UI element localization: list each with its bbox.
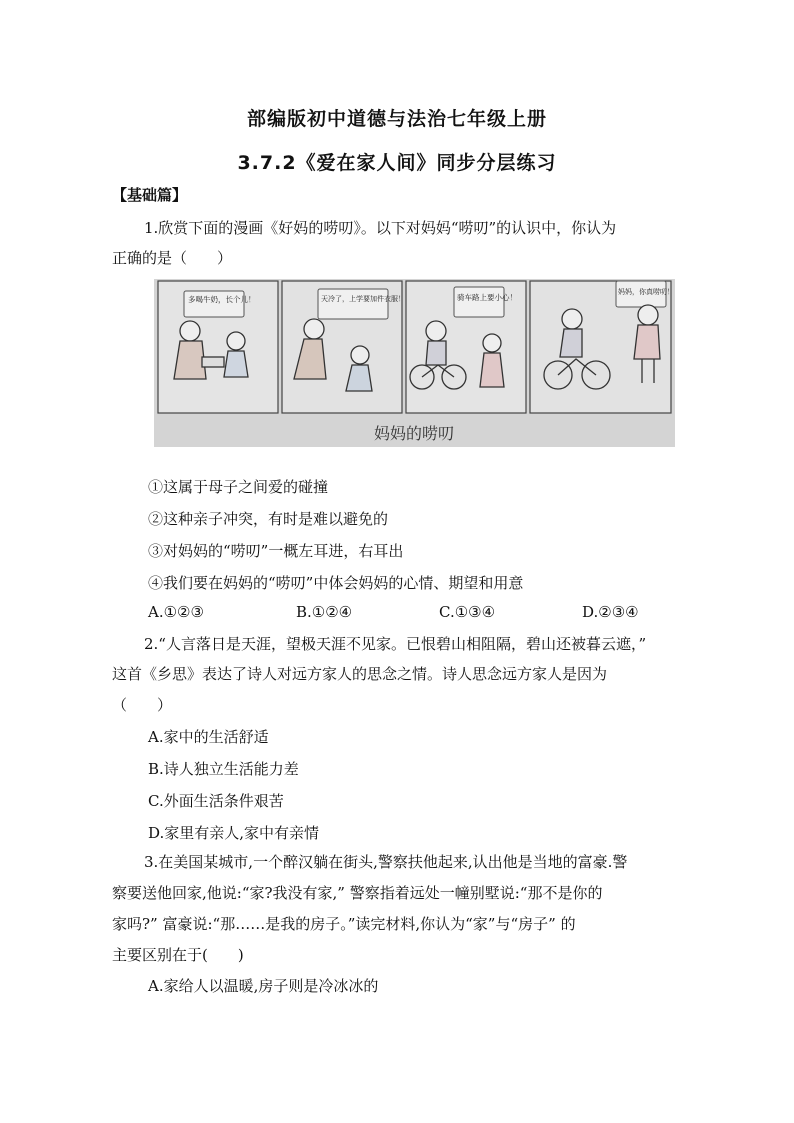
q2-stem-line2: 这首《乡思》表达了诗人对远方家人的思念之情。诗人思念远方家人是因为 (112, 665, 608, 683)
q2-stem-line3: （ ） (112, 696, 173, 714)
q1-statement-2: ②这种亲子冲突，有时是难以避免的 (148, 510, 389, 528)
q1-choice-c[interactable]: C.①③④ (439, 603, 496, 621)
section-label: 【基础篇】 (112, 186, 188, 204)
q1-statement-1: ①这属于母子之间爱的碰撞 (148, 478, 329, 496)
q3-stem-line3: 家吗?” 富豪说:“那……是我的房子。”读完材料,你认为“家”与“房子” 的 (112, 915, 576, 933)
q1-choice-d[interactable]: D.②③④ (582, 603, 639, 621)
q1-choice-b[interactable]: B.①②④ (296, 603, 353, 621)
q3-stem-line2: 察要送他回家,他说:“家?我没有家,” 警察指着远处一幢别墅说:“那不是你的 (112, 884, 603, 902)
q2-option-c[interactable]: C.外面生活条件艰苦 (148, 792, 284, 810)
bubble-text-1: 多喝牛奶，长个儿！ (188, 295, 256, 304)
q1-choice-a[interactable]: A.①②③ (148, 603, 204, 621)
q2-option-a[interactable]: A.家中的生活舒适 (148, 728, 269, 746)
comic-image (154, 279, 675, 447)
speech-bubble-4 (616, 281, 674, 307)
q2-stem-line1: 2.“人言落日是天涯，望极天涯不见家。已恨碧山相阻隔，碧山还被暮云遮，” (144, 635, 647, 653)
q1-statement-4: ④我们要在妈妈的“唠叨”中体会妈妈的心情、期望和用意 (148, 574, 524, 592)
q3-stem-line1: 3.在美国某城市,一个醉汉躺在街头,警察扶他起来,认出他是当地的富豪.警 (144, 853, 628, 871)
q2-option-b[interactable]: B.诗人独立生活能力差 (148, 760, 299, 778)
document-subtitle: 3.7.2《爱在家人间》同步分层练习 (237, 152, 557, 174)
q2-option-d[interactable]: D.家里有亲人,家中有亲情 (148, 824, 320, 842)
comic-caption: 妈妈的唠叨 (373, 424, 455, 443)
bubble-text-3: 骑车路上要小心！ (457, 293, 517, 302)
bubble-text-4: 妈妈，你真唠叨！ (618, 288, 674, 296)
document-title: 部编版初中道德与法治七年级上册 (246, 108, 547, 130)
q1-statement-3: ③对妈妈的“唠叨”一概左耳进，右耳出 (148, 542, 404, 560)
bubble-text-2: 天冷了，上学要加件衣服！ (321, 295, 405, 303)
q3-stem-line4: 主要区别在于( ) (112, 946, 244, 964)
q3-option-a[interactable]: A.家给人以温暖,房子则是冷冰冰的 (148, 977, 379, 995)
q1-stem-line2: 正确的是（ ） (112, 249, 233, 267)
q1-stem-line1: 1.欣赏下面的漫画《好妈的唠叨》。以下对妈妈“唠叨”的认识中，你认为 (144, 219, 617, 237)
